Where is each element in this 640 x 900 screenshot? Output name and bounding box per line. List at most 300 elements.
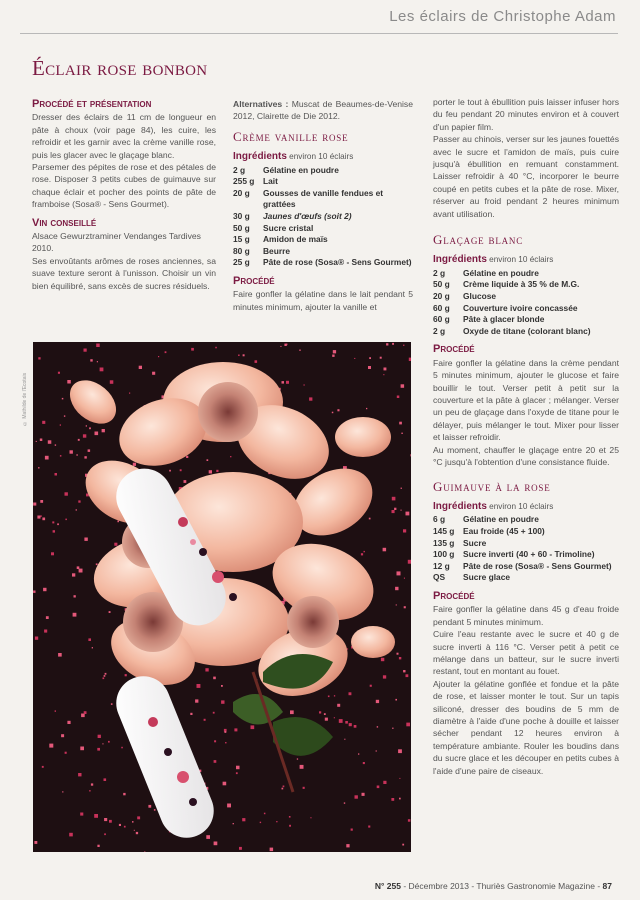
sprinkle <box>108 741 110 743</box>
sprinkle <box>408 560 411 564</box>
sprinkle <box>65 492 68 495</box>
ingredient-name: Gélatine en poudre <box>463 267 539 278</box>
sprinkle <box>44 630 47 633</box>
sprinkle <box>40 515 41 516</box>
sprinkle <box>83 434 86 437</box>
sprinkle <box>158 356 159 357</box>
sprinkle <box>376 700 379 703</box>
ingredient-quantity: 255 g <box>233 176 255 187</box>
sprinkle <box>78 773 81 776</box>
ingredient-quantity: 145 g <box>433 525 455 536</box>
alternatives-text <box>233 98 413 123</box>
sprinkle <box>78 439 80 441</box>
sprinkle <box>67 721 70 724</box>
sprinkle <box>132 821 134 823</box>
ingredient-name: Lait <box>263 176 278 187</box>
sprinkle <box>381 658 384 661</box>
sprinkle <box>401 510 402 511</box>
sprinkle <box>57 523 59 525</box>
sprinkle <box>236 766 240 770</box>
sprinkle <box>34 841 37 844</box>
sprinkle <box>62 791 63 792</box>
sprinkle <box>399 422 402 425</box>
sprinkle <box>81 714 85 718</box>
sprinkle <box>242 818 245 821</box>
sprinkle <box>49 744 53 748</box>
sprinkle <box>354 725 357 728</box>
sprinkle <box>394 508 396 510</box>
glacage-ingredients-note: environ 10 éclairs <box>486 255 554 265</box>
header-divider <box>20 33 618 34</box>
sprinkle <box>339 719 343 723</box>
glacage-ingredients-label: Ingrédients <box>433 254 487 266</box>
sprinkle <box>97 748 100 751</box>
guimauve-procede-heading: Procédé <box>433 589 475 602</box>
sprinkle <box>260 822 261 823</box>
sprinkle <box>282 381 285 384</box>
sprinkle <box>64 415 65 416</box>
guimauve-procede-text-1: Faire gonfler la gélatine dans 45 g d'eau froide pendant 5 minutes minimum. <box>433 604 619 627</box>
sprinkle <box>401 384 405 388</box>
ingredient-row <box>233 165 413 177</box>
sprinkle <box>337 409 339 411</box>
sprinkle <box>362 793 365 796</box>
guimauve-ingredients-label: Ingrédients <box>433 500 487 512</box>
sprinkle <box>324 713 326 715</box>
sprinkle <box>303 787 305 789</box>
sprinkle <box>36 441 37 442</box>
sprinkle <box>104 833 106 835</box>
sprinkle <box>80 747 84 751</box>
page-footer <box>375 881 612 891</box>
ingredient-row <box>233 257 413 269</box>
guimauve-heading: Guimauve à la rose <box>433 478 551 494</box>
footer-page-number: 87 <box>602 881 612 891</box>
sprinkle <box>79 569 83 573</box>
ingredient-name: Oxyde de titane (colorant blanc) <box>463 325 591 336</box>
sprinkle <box>46 616 49 619</box>
sprinkle <box>88 638 91 641</box>
sprinkle <box>136 832 138 834</box>
sprinkle <box>383 781 386 784</box>
sprinkle <box>84 711 87 714</box>
ingredient-quantity: 80 g <box>233 245 250 256</box>
ingredient-row <box>233 246 413 258</box>
sprinkle <box>368 826 370 828</box>
sprinkle <box>344 739 345 740</box>
creme-ingredients-list <box>233 165 413 269</box>
creme-ingredients-note: environ 10 éclairs <box>286 152 354 162</box>
sprinkle <box>227 804 231 808</box>
sprinkle <box>62 398 64 400</box>
sprinkle <box>55 710 56 711</box>
ingredient-row <box>433 268 619 280</box>
ingredient-name: Amidon de maïs <box>263 234 328 245</box>
sprinkle <box>209 470 212 473</box>
sprinkle <box>383 675 386 678</box>
ingredient-name: Glucose <box>463 291 497 302</box>
sprinkle <box>98 735 101 738</box>
ingredient-name: Gousses de vanille fendues et grattées <box>263 187 384 210</box>
guimauve-ingredients-list <box>433 514 619 584</box>
ingredient-name: Jaunes d'œufs (soit 2) <box>263 211 352 221</box>
sprinkle <box>40 439 43 442</box>
sprinkle <box>117 521 119 523</box>
alternatives-wines: Muscat de Beaumes-de-Venise 2012, Clairette de Die 2012. <box>233 99 414 122</box>
sprinkle <box>380 357 382 359</box>
sprinkle <box>52 521 54 523</box>
sprinkle <box>284 344 286 346</box>
sprinkle <box>369 518 371 520</box>
glacage-ingredients-list <box>433 268 619 338</box>
sprinkle <box>95 432 99 436</box>
sprinkle <box>86 425 87 426</box>
creme-procede-heading: Procédé <box>233 274 275 287</box>
ingredient-quantity: 20 g <box>233 187 250 198</box>
sprinkle <box>51 552 54 555</box>
sprinkle <box>76 509 77 510</box>
sprinkle <box>207 459 209 461</box>
sprinkle <box>234 728 237 731</box>
ingredient-quantity: 15 g <box>233 234 250 245</box>
sprinkle <box>349 723 352 726</box>
ingredient-quantity: 50 g <box>433 279 450 290</box>
sprinkle <box>88 449 91 452</box>
sprinkle <box>344 802 345 803</box>
sprinkle <box>42 421 45 424</box>
sprinkle <box>144 851 145 852</box>
glacage-heading: Glaçage blanc <box>433 232 524 248</box>
sprinkle <box>392 728 393 729</box>
ingredient-name: Beurre <box>263 245 290 256</box>
sprinkle <box>401 488 402 489</box>
sprinkle <box>300 765 304 769</box>
sprinkle <box>104 818 107 821</box>
sprinkle <box>84 456 86 458</box>
sprinkle <box>80 813 83 816</box>
sprinkle <box>133 463 136 466</box>
sprinkle <box>399 778 400 779</box>
sprinkle <box>43 588 46 591</box>
sprinkle <box>58 653 62 657</box>
sprinkle <box>33 503 36 506</box>
creme-ingredients-heading <box>233 151 413 163</box>
sprinkle <box>72 573 75 576</box>
sprinkle <box>121 747 123 749</box>
sprinkle <box>111 703 113 705</box>
sprinkle <box>91 783 93 785</box>
sprinkle <box>42 518 45 521</box>
sprinkle <box>184 480 187 483</box>
sprinkle <box>215 347 217 349</box>
sprinkle <box>109 820 112 823</box>
sprinkle <box>223 782 227 786</box>
sprinkle <box>94 814 98 818</box>
sprinkle <box>304 384 305 385</box>
ingredient-quantity: 12 g <box>433 560 450 571</box>
sprinkle <box>397 571 401 575</box>
guimauve-procede-text-3: Ajouter la gélatine gonflée et fondue et la pâte de rose, et laisser monter le tout. Sur un tapis siliconé, dresser des boudins de 5 mm de diamètre à l'aide d'une poche à douille et laisser sécher pendant 12 heures environ à température ambiante. Rouler les boudins dans du sucre glace et les découper en petits cubes à l'aide d'une paire de ciseaux. <box>433 678 619 776</box>
sprinkle <box>129 393 130 394</box>
sprinkle <box>204 719 206 721</box>
sprinkle <box>289 825 291 827</box>
creme-procede-cont-2: Passer au chinois, verser sur les jaunes fouettés avec le sucre et l'amidon de maïs, puis cuire jusqu'à ébullition en remuant constamment. Laisser refroidir à 40 °C, incorporer le beurre coupé en petits cubes et la pâte de rose. Mixer, réserver au froid pendant 2 heures minimum avant utilisation. <box>433 134 619 219</box>
ingredient-row <box>233 211 413 223</box>
sprinkle <box>276 821 277 822</box>
ingredient-quantity: 135 g <box>433 537 455 548</box>
ingredient-name: Couverture ivoire concassée <box>463 302 578 313</box>
sprinkle <box>236 772 238 774</box>
guimauve-ingredients-heading <box>433 501 619 513</box>
sprinkle <box>119 824 121 826</box>
sprinkle <box>345 721 348 724</box>
ingredient-quantity: 2 g <box>233 164 246 175</box>
sprinkle <box>48 440 52 444</box>
ingredient-quantity: 25 g <box>233 257 250 268</box>
sprinkle <box>221 700 224 703</box>
sprinkle <box>69 833 73 837</box>
sprinkle <box>102 743 103 744</box>
sprinkle <box>148 805 151 808</box>
ingredient-row <box>433 326 619 338</box>
sprinkle <box>403 529 406 532</box>
sprinkle <box>84 349 87 352</box>
procede-presentation-heading: Procédé et présentation <box>32 98 152 110</box>
ingredient-row <box>433 526 619 538</box>
sprinkle <box>369 357 371 359</box>
sprinkle <box>60 455 62 457</box>
ingredient-row <box>433 303 619 315</box>
sprinkle <box>364 551 365 552</box>
sprinkle <box>224 731 226 733</box>
sprinkle <box>384 368 387 371</box>
sprinkle <box>42 766 44 768</box>
column-left <box>32 98 216 292</box>
footer-info: - Décembre 2013 - Thuriès Gastronomie Magazine - <box>400 881 603 891</box>
vin-heading: Vin conseillé <box>32 216 97 229</box>
sprinkle <box>286 381 289 384</box>
ingredient-name: Pâte de rose (Sosa® - Sens Gourmet) <box>263 257 412 268</box>
sprinkle <box>319 711 321 713</box>
sprinkle <box>114 543 117 546</box>
sprinkle <box>89 790 90 791</box>
ingredient-quantity: 50 g <box>233 222 250 233</box>
sprinkle <box>105 673 107 675</box>
creme-procede-text: Faire gonfler la gélatine dans le lait pendant 5 minutes minimum, ajouter la vanille et <box>233 289 413 312</box>
sprinkle <box>368 366 371 369</box>
sprinkle <box>328 696 330 698</box>
sprinkle <box>334 695 335 696</box>
sprinkle <box>96 344 100 348</box>
sprinkle <box>395 587 398 590</box>
ingredient-quantity: 60 g <box>433 302 450 313</box>
eclair-photo-illustration <box>33 342 411 852</box>
sprinkle <box>401 433 402 434</box>
sprinkle <box>74 595 76 597</box>
column-right <box>433 96 619 777</box>
ingredient-name: Sucre cristal <box>263 222 314 233</box>
ingredient-quantity: 2 g <box>433 267 446 278</box>
sprinkle <box>33 591 35 593</box>
sprinkle <box>38 467 39 468</box>
sprinkle <box>190 713 192 715</box>
sprinkle <box>78 500 80 502</box>
sprinkle <box>139 366 142 369</box>
sprinkle <box>123 793 125 795</box>
sprinkle <box>214 760 217 763</box>
sprinkle <box>40 500 43 503</box>
sprinkle <box>89 427 91 429</box>
sprinkle <box>55 473 58 476</box>
sprinkle <box>38 357 40 359</box>
sprinkle <box>214 740 216 742</box>
ingredient-name: Gélatine en poudre <box>463 514 539 525</box>
sprinkle <box>283 786 285 788</box>
sprinkle <box>399 657 401 659</box>
ingredient-name: Eau froide (45 + 100) <box>463 525 545 536</box>
sprinkle <box>206 835 210 839</box>
sprinkle <box>104 675 106 677</box>
sprinkle <box>67 380 71 384</box>
photo-credit: © Mathilde de l'Ecotais <box>22 372 28 426</box>
sprinkle <box>332 355 334 357</box>
sprinkle <box>255 360 258 363</box>
guimauve-procede-text-2: Cuire l'eau restante avec le sucre et 40 g de sucre inverti à 116 °C. Verser petit à petit ce mélange dans un batteur, sur le sucre inverti restant, tout en montant au fouet. <box>433 629 619 677</box>
sprinkle <box>76 454 77 455</box>
sprinkle <box>408 819 411 822</box>
sprinkle <box>55 444 56 445</box>
sprinkle <box>264 813 266 815</box>
sprinkle <box>409 358 411 361</box>
sprinkle <box>186 456 188 458</box>
sprinkle <box>290 710 294 714</box>
sprinkle <box>97 361 98 362</box>
sprinkle <box>92 647 93 648</box>
sprinkle <box>104 778 107 781</box>
sprinkle <box>386 343 388 345</box>
sprinkle <box>110 380 114 384</box>
sprinkle <box>191 348 194 351</box>
sprinkle <box>397 396 400 399</box>
ingredient-quantity: QS <box>433 572 446 583</box>
ingredient-row <box>433 572 619 584</box>
sprinkle <box>376 750 377 751</box>
sprinkle <box>347 648 348 649</box>
sprinkle <box>358 753 359 754</box>
sprinkle <box>289 816 291 818</box>
sprinkle <box>404 606 406 608</box>
sprinkle <box>70 450 73 453</box>
sprinkle <box>363 762 365 764</box>
sprinkle <box>213 677 216 680</box>
sprinkle <box>402 844 404 846</box>
sprinkle <box>280 346 281 347</box>
ingredient-row <box>233 188 413 211</box>
sprinkle <box>349 692 352 695</box>
sprinkle <box>392 343 394 345</box>
ingredient-name: Crème liquide à 35 % de M.G. <box>463 279 580 290</box>
sprinkle <box>351 829 353 831</box>
sprinkle <box>60 424 61 425</box>
sprinkle <box>103 677 105 679</box>
sprinkle <box>410 454 411 456</box>
glacage-ingredients-heading <box>433 254 619 266</box>
sprinkle <box>332 412 334 414</box>
sprinkle <box>383 548 387 552</box>
ingredient-row <box>433 291 619 303</box>
ingredient-row <box>233 234 413 246</box>
sprinkle <box>299 350 300 351</box>
glacage-procede-text-2: Au moment, chauffer le glaçage entre 20 et 25 °C jusqu'à l'obtention d'une consistance fluide. <box>433 444 619 468</box>
sprinkle <box>61 734 64 737</box>
sprinkle <box>45 456 49 460</box>
ingredient-name: Sucre <box>463 537 487 548</box>
sprinkle <box>325 718 328 721</box>
sprinkle <box>406 674 409 677</box>
ingredient-quantity: 60 g <box>433 314 450 325</box>
sprinkle <box>282 788 284 790</box>
ingredient-row <box>433 279 619 291</box>
ingredient-name: Pâte à glacer blonde <box>463 314 545 325</box>
sprinkle <box>216 470 218 472</box>
sprinkle <box>109 611 111 613</box>
sprinkle <box>399 798 401 800</box>
vin-text-1: Alsace Gewurztraminer Vendanges Tardives 2010. <box>32 231 201 254</box>
ingredient-row <box>233 176 413 188</box>
sprinkle <box>392 510 395 513</box>
sprinkle <box>397 653 399 655</box>
sprinkle <box>334 717 335 718</box>
creme-procede-cont-1: porter le tout à ébullition puis laisser infuser hors du feu pendant 20 minutes environ et à couvert d'un papier film. <box>433 97 619 132</box>
sprinkle <box>169 470 171 472</box>
sprinkle <box>35 637 38 640</box>
sprinkle <box>97 845 99 847</box>
ingredient-row <box>433 561 619 573</box>
ingredient-name: Sucre glace <box>463 572 511 583</box>
sprinkle <box>366 408 367 409</box>
alternatives-label: Alternatives : <box>233 99 289 109</box>
procede-presentation-text-2: Parsemer des pépites de rose et des pétales de rose. Disposer 3 petits cubes de guimauve sur chaque éclair et pocher des points de pâte de framboise (Sosa® - Sens Gourmet). <box>32 162 216 210</box>
column-middle <box>233 98 413 313</box>
sprinkle <box>395 699 397 701</box>
sprinkle <box>96 563 98 565</box>
creme-ingredients-label: Ingrédients <box>233 151 287 163</box>
sprinkle <box>225 742 226 743</box>
sprinkle <box>355 795 358 798</box>
sprinkle <box>377 786 380 789</box>
sprinkle <box>154 809 156 811</box>
ingredient-row <box>433 514 619 526</box>
footer-issue: N° 255 <box>374 881 401 891</box>
sprinkle <box>346 844 349 847</box>
sprinkle <box>370 685 372 687</box>
sprinkle <box>239 847 242 850</box>
sprinkle <box>58 372 60 374</box>
sprinkle <box>270 848 274 852</box>
sprinkle <box>124 826 126 828</box>
glacage-procede-text-1: Faire gonfler la gélatine dans la crème pendant 5 minutes minimum, ajouter le glucose et faire bouillir le tout. Verser petit à petit sur la couverture et la pâte à glacer ; mélanger. Verser un peu de glaçage dans l'oxyde de titane pour le délayer, puis mélanger le tout. Mixer pour lisser et laisser refroidir. <box>433 357 619 443</box>
sprinkle <box>180 469 182 471</box>
sprinkle <box>337 704 340 707</box>
sprinkle <box>333 350 336 353</box>
sprinkle <box>195 699 198 702</box>
sprinkle <box>392 497 396 501</box>
sprinkle <box>165 351 167 353</box>
running-header: Les éclairs de Christophe Adam <box>389 8 616 25</box>
ingredient-quantity: 6 g <box>433 514 446 525</box>
sprinkle <box>297 758 298 759</box>
guimauve-ingredients-note: environ 10 éclairs <box>486 501 554 511</box>
